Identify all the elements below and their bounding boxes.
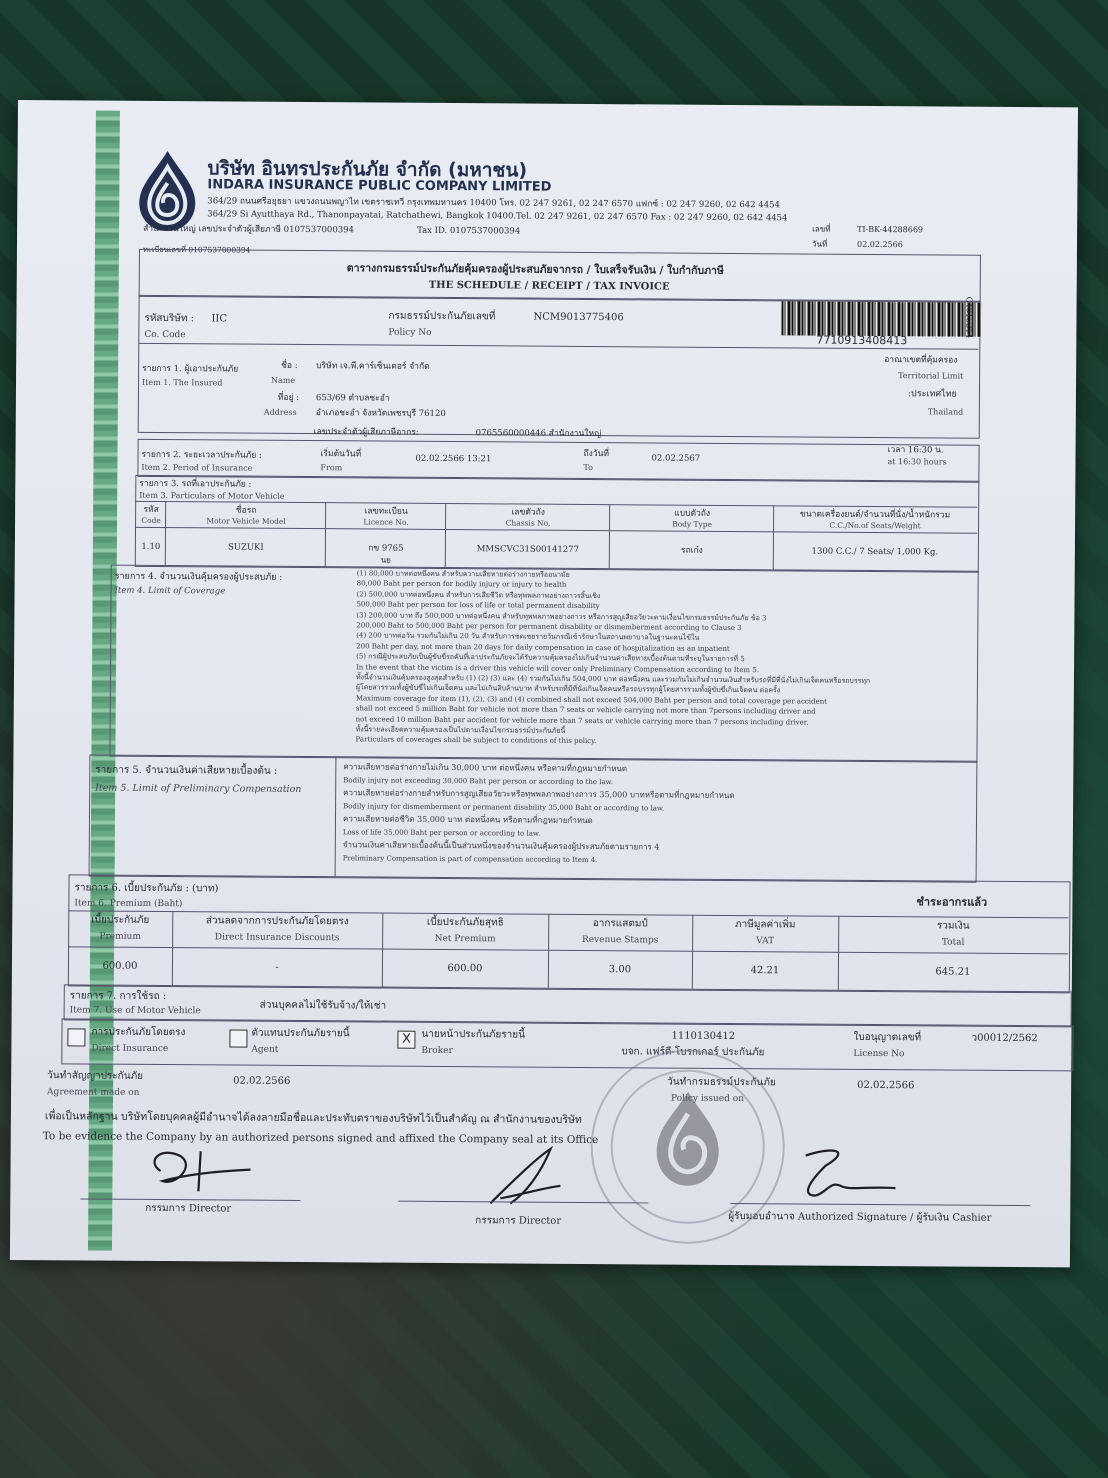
agent-label-en: Agent <box>251 1044 279 1055</box>
item3-label-th: รายการ 3. รถที่เอาประกันภัย : <box>139 478 252 490</box>
vehicle-header-th: ขนาดเครื่องยนต์/จำนวนที่นั่ง/น้ำหนักรวม <box>799 509 951 521</box>
co-code-label-en: Co. Code <box>144 329 186 341</box>
vehicle-header-en: C.C./No.of Seats/Weight <box>829 520 921 531</box>
vehicle-header-th: เลขทะเบียน <box>364 506 408 517</box>
paid-stamp: ชำระอากรแล้ว <box>916 895 988 909</box>
vehicle-cell: กข 9765 <box>368 543 404 554</box>
tax-id: Tax ID. 0107537000394 <box>417 225 521 237</box>
co-code-label-th: รหัสบริษัท : <box>144 312 195 325</box>
coverage-line: 80,000 Baht per person for bodily injury or injury to health <box>356 579 567 590</box>
name-label-th: ชื่อ : <box>281 360 298 371</box>
policy-no: NCM9013775406 <box>533 311 624 324</box>
agent-checkbox[interactable] <box>229 1029 247 1047</box>
item3-label-en: Item 3. Particulars of Motor Vehicle <box>139 490 285 501</box>
premium-header-th: ส่วนลดจากการประกันภัยโดยตรง <box>205 915 349 928</box>
coverage-line: shall not exceed 5 million Baht for vehicle not more than 7 seats or vehicle carrying not more than 7persons including driver and <box>355 704 816 716</box>
insured-name: บริษัท เจ.พี.คาร์เซ็นเตอร์ จำกัด <box>316 361 430 372</box>
premium-header-th: อากรแสตมป์ <box>592 918 648 930</box>
coverage-line: (2) 500,000 บาทต่อหนึ่งคน สำหรับการเสียชีวิต หรือทุพพลภาพอย่างถาวรสิ้นเชิง <box>356 590 601 600</box>
premium-header-th: เบี้ยประกันภัย <box>91 914 150 926</box>
vehicle-use: ส่วนบุคคลไม่ใช้รับจ้าง/ให้เช่า <box>259 999 387 1012</box>
issued-label-th: วันทำกรมธรรม์ประกันภัย <box>667 1076 776 1089</box>
vehicle-header-en: Code <box>141 515 161 526</box>
agreement-label-th: วันทำสัญญาประกันภัย <box>47 1070 144 1082</box>
name-label-en: Name <box>271 375 296 385</box>
premium-header-th: เบี้ยประกันภัยสุทธิ <box>426 916 504 929</box>
from-label-th: เริ่มต้นวันที่ <box>320 449 362 460</box>
coverage-line: not exceed 10 million Baht per accident for vehicle more than 7 seats or vehicle carrying more than 7 persons including driver. <box>355 714 809 727</box>
vehicle-cell: MMSCVC31S00141277 <box>476 544 580 555</box>
preliminary-line: Bodily injury for dismemberment or permanent disability 35,000 Baht or according to law. <box>343 802 665 813</box>
item6-label-th: รายการ 6. เบี้ยประกันภัย : (บาท) <box>74 882 219 895</box>
evidence-en: To be evidence the Company by an authorized persons signed and affixed the Company seal at its Office <box>42 1130 599 1147</box>
issued-label-en: Policy issued on <box>671 1093 745 1105</box>
doc-no: TI-BK-44288669 <box>857 224 924 235</box>
license-no: ว00012/2562 <box>971 1032 1038 1045</box>
preliminary-line: ความเสียหายต่อชีวิต 35,000 บาท ต่อหนึ่งคน หรือตามที่กฎหมายกำหนด <box>342 814 593 826</box>
vehicle-header-th: ชื่อรถ <box>235 505 257 516</box>
title-th: ตารางกรมธรรม์ประกันภัยคุ้มครองผู้ประสบภัยจากรถ / ใบเสร็จรับเงิน / ใบกำกับภาษี <box>346 262 724 277</box>
barcode-number: 7710913408413 <box>816 333 908 348</box>
vehicle-header-en: Body Type <box>672 519 713 529</box>
coverage-line: (3) 200,000 บาท ถึง 500,000 บาทต่อหนึ่งคน สำหรับทุพพลภาพอย่างถาวร หรือการสูญเสียอวัยวะตามเงื่อนไขกรมธรรม์ประกันภัย ข้อ 3 <box>356 610 767 622</box>
company-name-th: บริษัท อินทรประกันภัย จำกัด (มหาชน) <box>207 157 528 182</box>
vehicle-header-th: รหัส <box>143 504 159 515</box>
item4-label-th: รายการ 4. จำนวนเงินคุ้มครองผู้ประสบภัย : <box>114 571 283 583</box>
item1-label-en: Item 1. The Insured <box>142 377 223 388</box>
preliminary-line: Preliminary Compensation is part of compensation according to Item 4. <box>342 854 598 865</box>
license-label-en: License No <box>853 1048 905 1060</box>
premium-header-th: ภาษีมูลค่าเพิ่ม <box>735 919 796 931</box>
coverage-line: In the event that the victim is a driver this vehicle will cover only Preliminary Compensation according to Item 5. <box>356 662 760 674</box>
time-th: เวลา 16:30 น. <box>887 445 944 456</box>
item7-label-th: รายการ 7. การใช้รถ : <box>69 990 167 1003</box>
policy-no-label-th: กรมธรรม์ประกันภัยเลขที่ <box>388 310 496 323</box>
country-th: :ประเทศไทย <box>907 389 957 400</box>
premium-value: - <box>275 961 279 973</box>
coverage-line: ผู้โดยสารรวมทั้งผู้ขับขี่ไม่เกินเจ็ดคน และไม่เกินสิบล้านบาท สำหรับรถที่มีที่นั่งเกินเจ็ดคนหรือรถบรรทุกผู้โดยสารรวมทั้งผู้ขับขี่เกินเจ็ดคน ต่อครั้ง <box>355 683 781 695</box>
coverage-line: Maximum coverage for item (1), (2), (3) and (4) combined shall not exceed 504,000 Baht per person and total coverage per accident <box>355 694 828 706</box>
broker-label-en: Broker <box>421 1045 453 1057</box>
direct-insurance-checkbox[interactable] <box>67 1028 85 1046</box>
premium-value: 645.21 <box>935 966 971 978</box>
vehicle-header-th: เลขตัวถัง <box>511 507 545 518</box>
broker-name: บจก. แฟร์ดี-โบรกเกอร์ ประกันภัย <box>621 1046 765 1059</box>
premium-header-en: Direct Insurance Discounts <box>214 932 340 944</box>
from-date: 02.02.2566 13:21 <box>415 453 492 465</box>
preliminary-line: Bodily injury not exceeding 30,000 Baht per person or according to the law. <box>343 776 614 787</box>
premium-value: 600.00 <box>102 960 138 972</box>
address-label-en: Address <box>263 407 297 417</box>
direct-label-th: การประกันภัยโดยตรง <box>91 1026 186 1039</box>
insured-address-1: 653/69 ตำบลชะอำ <box>315 393 390 404</box>
registration-number: ทะเบียนเลขที่ 0107537000394 <box>142 244 251 255</box>
item5-label-en: Item 5. Limit of Preliminary Compensation <box>95 782 302 795</box>
premium-value: 600.00 <box>447 963 483 975</box>
vehicle-cell: SUZUKI <box>227 542 264 553</box>
item7-label-en: Item 7. Use of Motor Vehicle <box>69 1005 201 1017</box>
issued-date: 02.02.2566 <box>857 1079 915 1092</box>
item6-label-en: Item 6. Premium (Baht) <box>74 898 183 910</box>
director-label-1: กรรมการ Director <box>145 1202 232 1215</box>
address-label-th: ที่อยู่ : <box>277 392 300 403</box>
coverage-line: ทั้งนี้รายละเอียดความคุ้มครองเป็นไปตามเงื่อนไขกรมธรรม์ประกันภัยนี้ <box>355 725 566 735</box>
tax-label: เลขประจำตัวผู้เสียภาษีอากร: <box>313 427 419 438</box>
coverage-line: (4) 200 บาทต่อวัน รวมกันไม่เกิน 20 วัน สำหรับการชดเชยรายวันกรณีเข้ารักษาในสถานพยาบาลในฐานะคนไข้ใน <box>356 631 700 643</box>
item2-label-en: Item 2. Period of Insurance <box>141 462 253 473</box>
country-en: Thailand <box>927 407 964 417</box>
direct-label-en: Direct Insurance <box>91 1043 169 1055</box>
insurance-document <box>10 100 1078 1267</box>
agent-label-th: ตัวแทนประกันภัยรายนี้ <box>251 1027 350 1040</box>
coverage-line: Particulars of coverages shall be subject to conditions of this policy. <box>355 735 597 746</box>
to-label-th: ถึงวันที่ <box>583 448 610 460</box>
barcode <box>781 301 981 336</box>
premium-header-en: VAT <box>756 936 775 947</box>
license-label-th: ใบอนุญาตเลขที่ <box>853 1031 922 1044</box>
to-date: 02.02.2567 <box>651 453 701 464</box>
territory-en: Territorial Limit <box>898 371 964 381</box>
doc-no-label: เลขที่ <box>812 224 831 234</box>
director-label-2: กรรมการ Director <box>475 1215 562 1227</box>
head-office: สำนักงานใหญ่ เลขประจำตัวผู้เสียภาษี 0107537000394 <box>143 223 355 236</box>
side-code: C4015214 <box>964 296 974 339</box>
date: 02.02.2566 <box>856 239 903 250</box>
vehicle-cell: รถเก๋ง <box>680 545 703 556</box>
vehicle-header-en: Chassis No. <box>505 518 551 528</box>
vehicle-header-en: Motor Vehicle Model <box>206 516 286 526</box>
date-label: วันที่ <box>811 239 828 249</box>
policy-no-label-en: Policy No <box>388 327 432 338</box>
coverage-line: (1) 80,000 บาทต่อหนึ่งคน สำหรับความเสียหายต่อร่างกายหรืออนามัย <box>356 569 570 579</box>
premium-header-en: Net Premium <box>434 933 496 945</box>
item4-label-en: Item 4. Limit of Coverage <box>114 585 226 597</box>
coverage-line: (5) กรณีผู้ประสบภัยเป็นผู้ขับขี่รถคันที่เอาประกันภัยจะได้รับความคุ้มครองไม่เกินจำนวนค่าเสียหายเบื้องต้นตามที่ระบุในรายการที่ 5 <box>356 652 745 664</box>
authorized-signature <box>795 1145 905 1206</box>
from-label-en: From <box>320 463 343 473</box>
broker-code: 1110130412 <box>671 1030 736 1043</box>
premium-value: 42.21 <box>750 965 780 977</box>
territory-th: อาณาเขตที่คุ้มครอง <box>884 355 958 366</box>
channel-section <box>61 1018 1073 1071</box>
item5-label-th: รายการ 5. จำนวนเงินค่าเสียหายเบื้องต้น : <box>95 764 278 777</box>
co-code: IIC <box>211 313 228 325</box>
preliminary-line: Loss of life 35,000 Baht per person or according to law. <box>342 828 541 838</box>
coverage-line: ทั้งนี้จำนวนเงินคุ้มครองสูงสุดสำหรับ (1) (2) (3) และ (4) รวมกันไม่เกิน 504,000 บาท ต่อหนึ่งคน และรวมกันไม่เกินจำนวนเงินสำหรับรถที่มีที่นั่งไม่เกินเจ็ดคนหรือรถบรรทุก <box>355 673 871 685</box>
preliminary-line: จำนวนเงินค่าเสียหายเบื้องต้นนี้เป็นส่วนหนึ่งของจำนวนเงินคุ้มครองผู้ประสบภัยตามรายการ 4 <box>342 840 660 852</box>
title-en: THE SCHEDULE / RECEIPT / TAX INVOICE <box>428 279 670 293</box>
item1-label-th: รายการ 1. ผู้เอาประกันภัย <box>142 363 239 375</box>
tax-value: 0765560000446 สำนักงานใหญ่ <box>475 428 602 440</box>
item2-label-th: รายการ 2. ระยะเวลาประกันภัย : <box>141 449 262 461</box>
premium-header-en: Premium <box>99 931 141 942</box>
preliminary-line: ความเสียหายต่อร่างกายสำหรับการสูญเสียอวัยวะหรือทุพพลภาพอย่างถาวร 35,000 บาทหรือตามที่กฎหมายกำหนด <box>343 788 735 801</box>
preliminary-line: ความเสียหายต่อร่างกายไม่เกิน 30,000 บาท ต่อหนึ่งคน หรือตามที่กฎหมายกำหนด <box>343 762 628 774</box>
agreement-date: 02.02.2566 <box>233 1075 291 1087</box>
director-signature-2 <box>480 1143 570 1214</box>
coverage-line: 200 Baht per day, not more than 20 days for daily compensation in case of hospitalization as an inpatient <box>356 642 730 653</box>
time-en: at 16:30 hours <box>887 457 947 467</box>
vehicle-header-en: Licence No. <box>363 517 409 527</box>
premium-header-th: รวมเงิน <box>936 920 970 932</box>
vehicle-cell: 1.10 <box>141 541 161 553</box>
address-en: 364/29 Si Ayutthaya Rd., Thanonpayatai, Ratchathewi, Bangkok 10400.Tel. 02 247 9261, 02 247 6570 Fax : 02 247 9260, 02 642 4454 <box>207 209 788 224</box>
director-signature-1 <box>140 1141 260 1202</box>
evidence-th: เพื่อเป็นหลักฐาน บริษัทโดยบุคคลผู้มีอำนาจได้ลงลายมือชื่อและประทับตราของบริษัทไว้เป็นสำคัญ ณ สำนักงานของบริษัท <box>44 1110 582 1126</box>
address-th: 364/29 ถนนศรีอยุธยา แขวงถนนพญาไท เขตราชเทวี กรุงเทพมหานคร 10400 โทร. 02 247 9261, 02 247 6570 แฟกซ์ : 02 247 9260, 02 642 4454 <box>207 196 780 211</box>
premium-value: 3.00 <box>608 964 632 976</box>
broker-checkbox[interactable]: X <box>397 1031 415 1049</box>
to-label-en: To <box>583 462 594 473</box>
premium-header-en: Revenue Stamps <box>581 934 659 946</box>
vehicle-header-th: แบบตัวถัง <box>674 508 711 519</box>
premium-header-en: Total <box>941 937 965 948</box>
vehicle-cell: 1300 C.C./ 7 Seats/ 1,000 Kg. <box>811 546 939 558</box>
indara-logo-icon <box>135 149 200 233</box>
coverage-line: 500,000 Baht per person for loss of life or total permanent disability <box>356 600 600 611</box>
coverage-line: 200,000 Baht to 500,000 Baht per person for permanent disability or dismemberment according to Clause 3 <box>356 621 742 633</box>
company-name-en: INDARA INSURANCE PUBLIC COMPANY LIMITED <box>207 177 552 195</box>
insured-address-2: อำเภอชะอำ จังหวัดเพชรบุรี 76120 <box>315 408 446 419</box>
authorized-label: ผู้รับมอบอำนาจ Authorized Signature / ผู้รับเงิน Cashier <box>728 1210 992 1224</box>
plate-province: นย <box>380 555 391 565</box>
agreement-label-en: Agreement made on <box>47 1087 140 1098</box>
broker-label-th: นายหน้าประกันภัยรายนี้ <box>421 1028 525 1041</box>
